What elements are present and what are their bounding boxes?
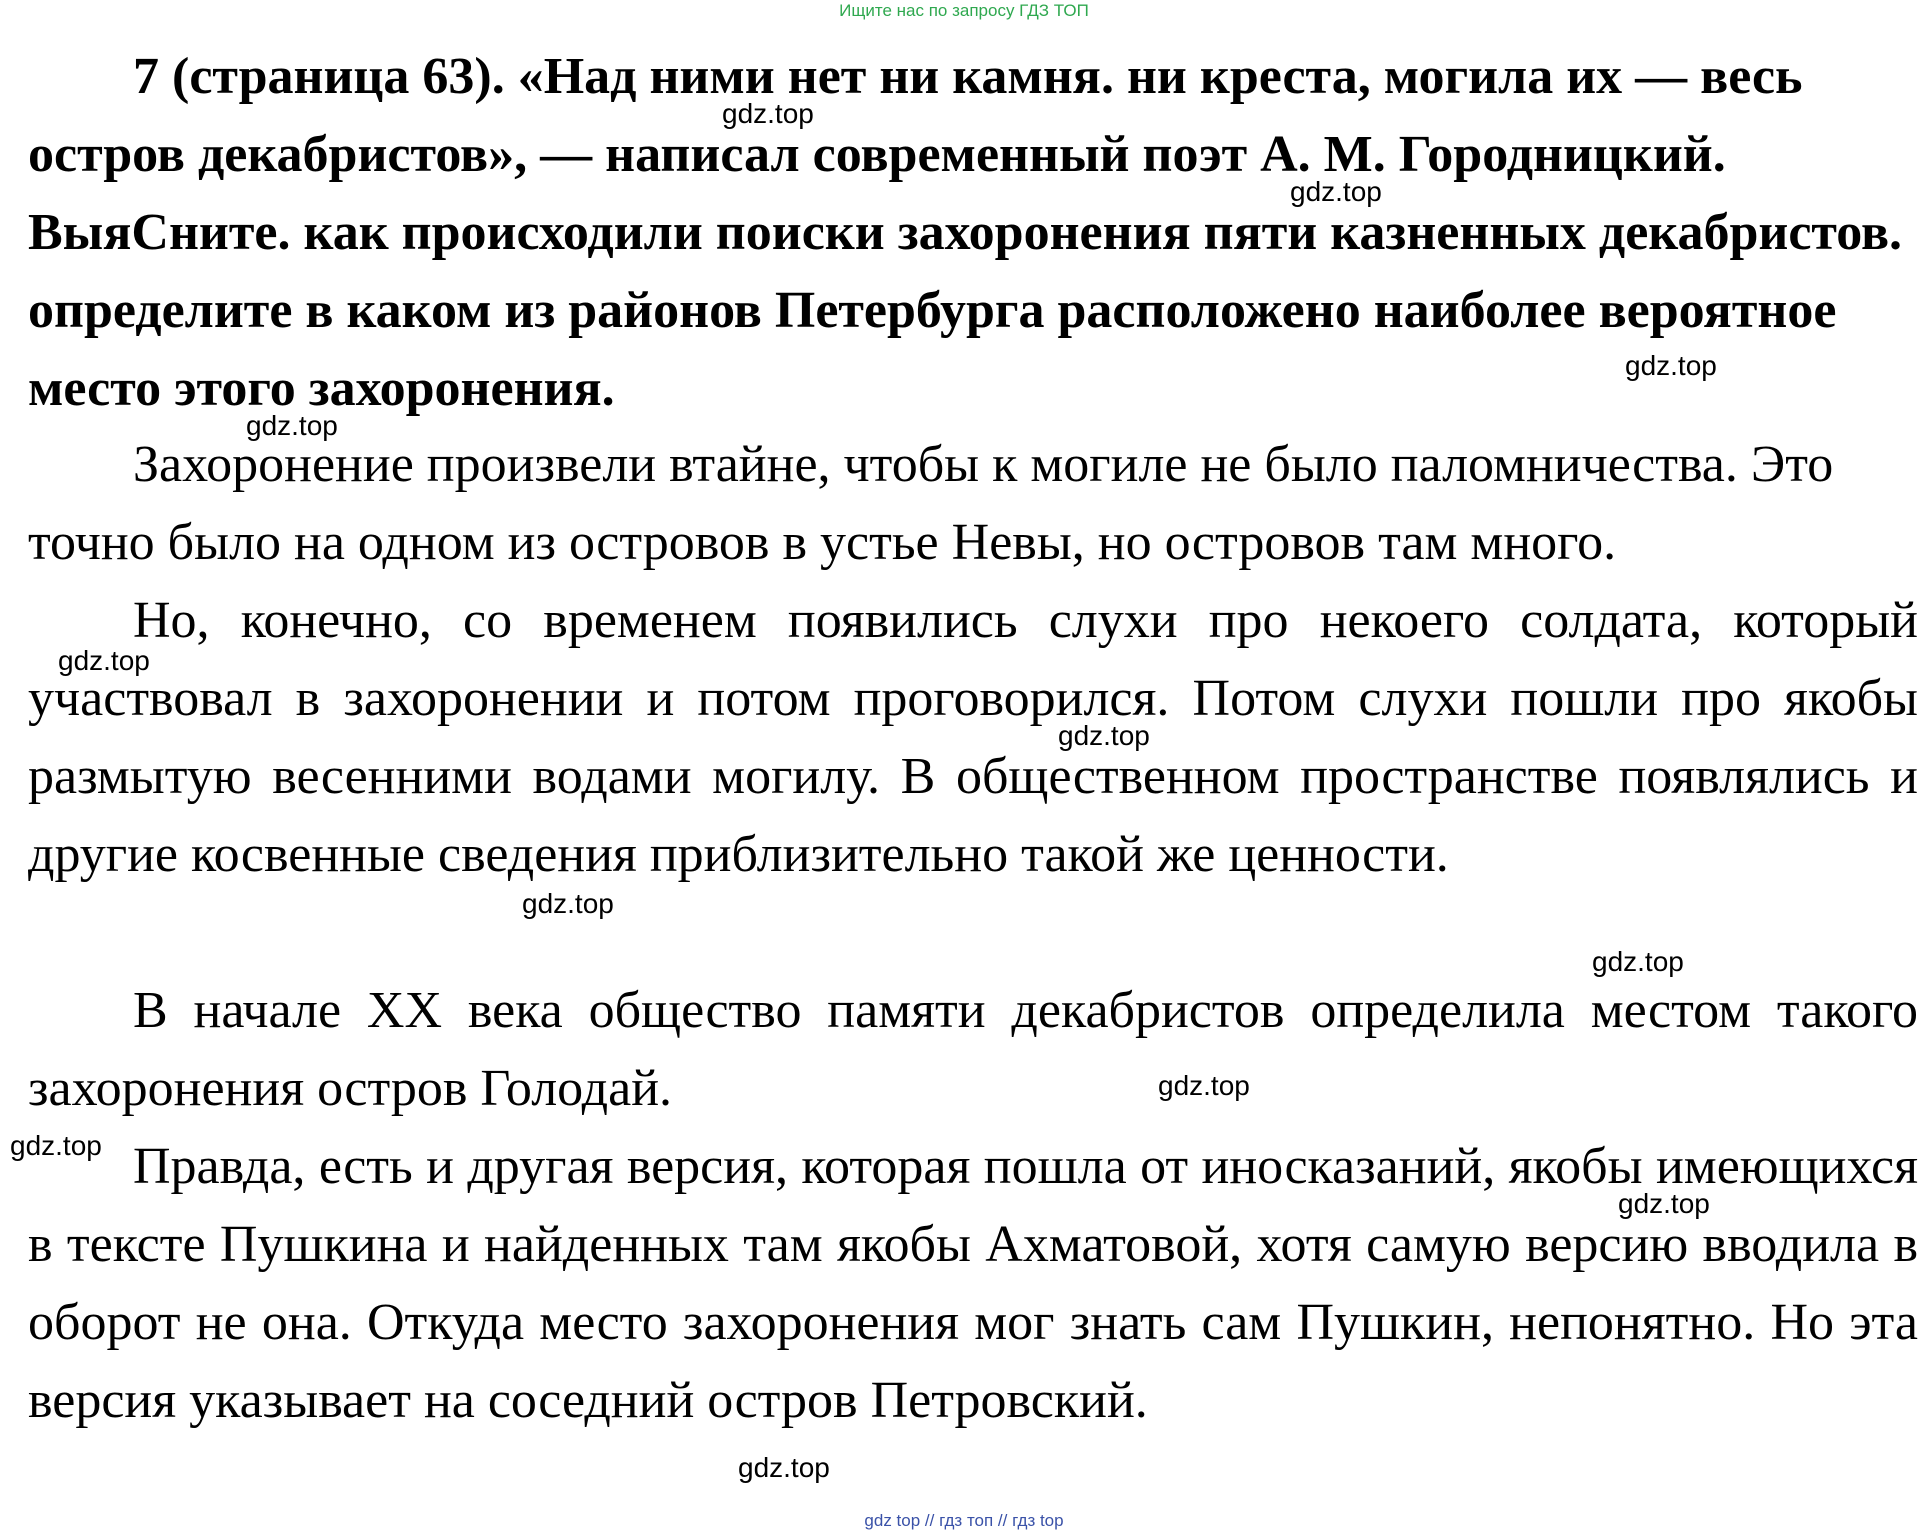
watermark: gdz.top xyxy=(246,410,338,441)
watermark: gdz.top xyxy=(1592,946,1684,977)
watermark: gdz.top xyxy=(522,888,614,919)
answer-paragraph-2: Но, конечно, со временем появились слухи про некоего солдата, который участвовал в захоронении и потом проговорился. Потом слухи пошли про якобы размытую весенними водами могилу. В общественном пространстве появлялись и другие косвенные сведения приблизительно такой же ценности. xyxy=(28,592,1918,883)
watermark: gdz.top xyxy=(1158,1070,1250,1101)
watermark: gdz.top xyxy=(10,1130,102,1161)
answer-paragraph-1: Захоронение произвели втайне, чтобы к могиле не было паломничества. Это точно было на одном из островов в устье Невы, но островов там много. xyxy=(28,436,1834,571)
watermark: gdz.top xyxy=(1625,350,1717,381)
answer-paragraph-4: Правда, есть и другая версия, которая пошла от иносказаний, якобы имеющихся в тексте Пушкина и найденных там якобы Ахматовой, хотя самую версию вводила в оборот не она. Откуда место захоронения мог знать сам Пушкин, непонятно. Но эта версия указывает на соседний остров Петровский. xyxy=(28,1138,1918,1429)
watermark: gdz.top xyxy=(1058,720,1150,751)
task-question: 7 (страница 63). «Над ними нет ни камня. ни креста, могила их — весь остров декабристов», — написал современный поэт А. М. Городницкий. ВыяСните. как происходили поиски захоронения пяти казненных декабристов. определите в каком из районов Петербурга расположено наиболее вероятное место этого захоронения. xyxy=(28,48,1903,417)
header-banner[interactable]: Ищите нас по запросу ГДЗ ТОП xyxy=(839,1,1089,20)
answer-paragraph-3: В начале XX века общество памяти декабристов определила местом такого захоронения остров Голодай. xyxy=(28,982,1918,1117)
watermark: gdz.top xyxy=(1290,176,1382,207)
watermark: gdz.top xyxy=(1618,1188,1710,1219)
watermark: gdz.top xyxy=(58,645,150,676)
watermark: gdz.top xyxy=(738,1452,830,1483)
watermark: gdz.top xyxy=(722,98,814,129)
footer-banner[interactable]: gdz top // гдз топ // гдз top xyxy=(864,1511,1064,1530)
